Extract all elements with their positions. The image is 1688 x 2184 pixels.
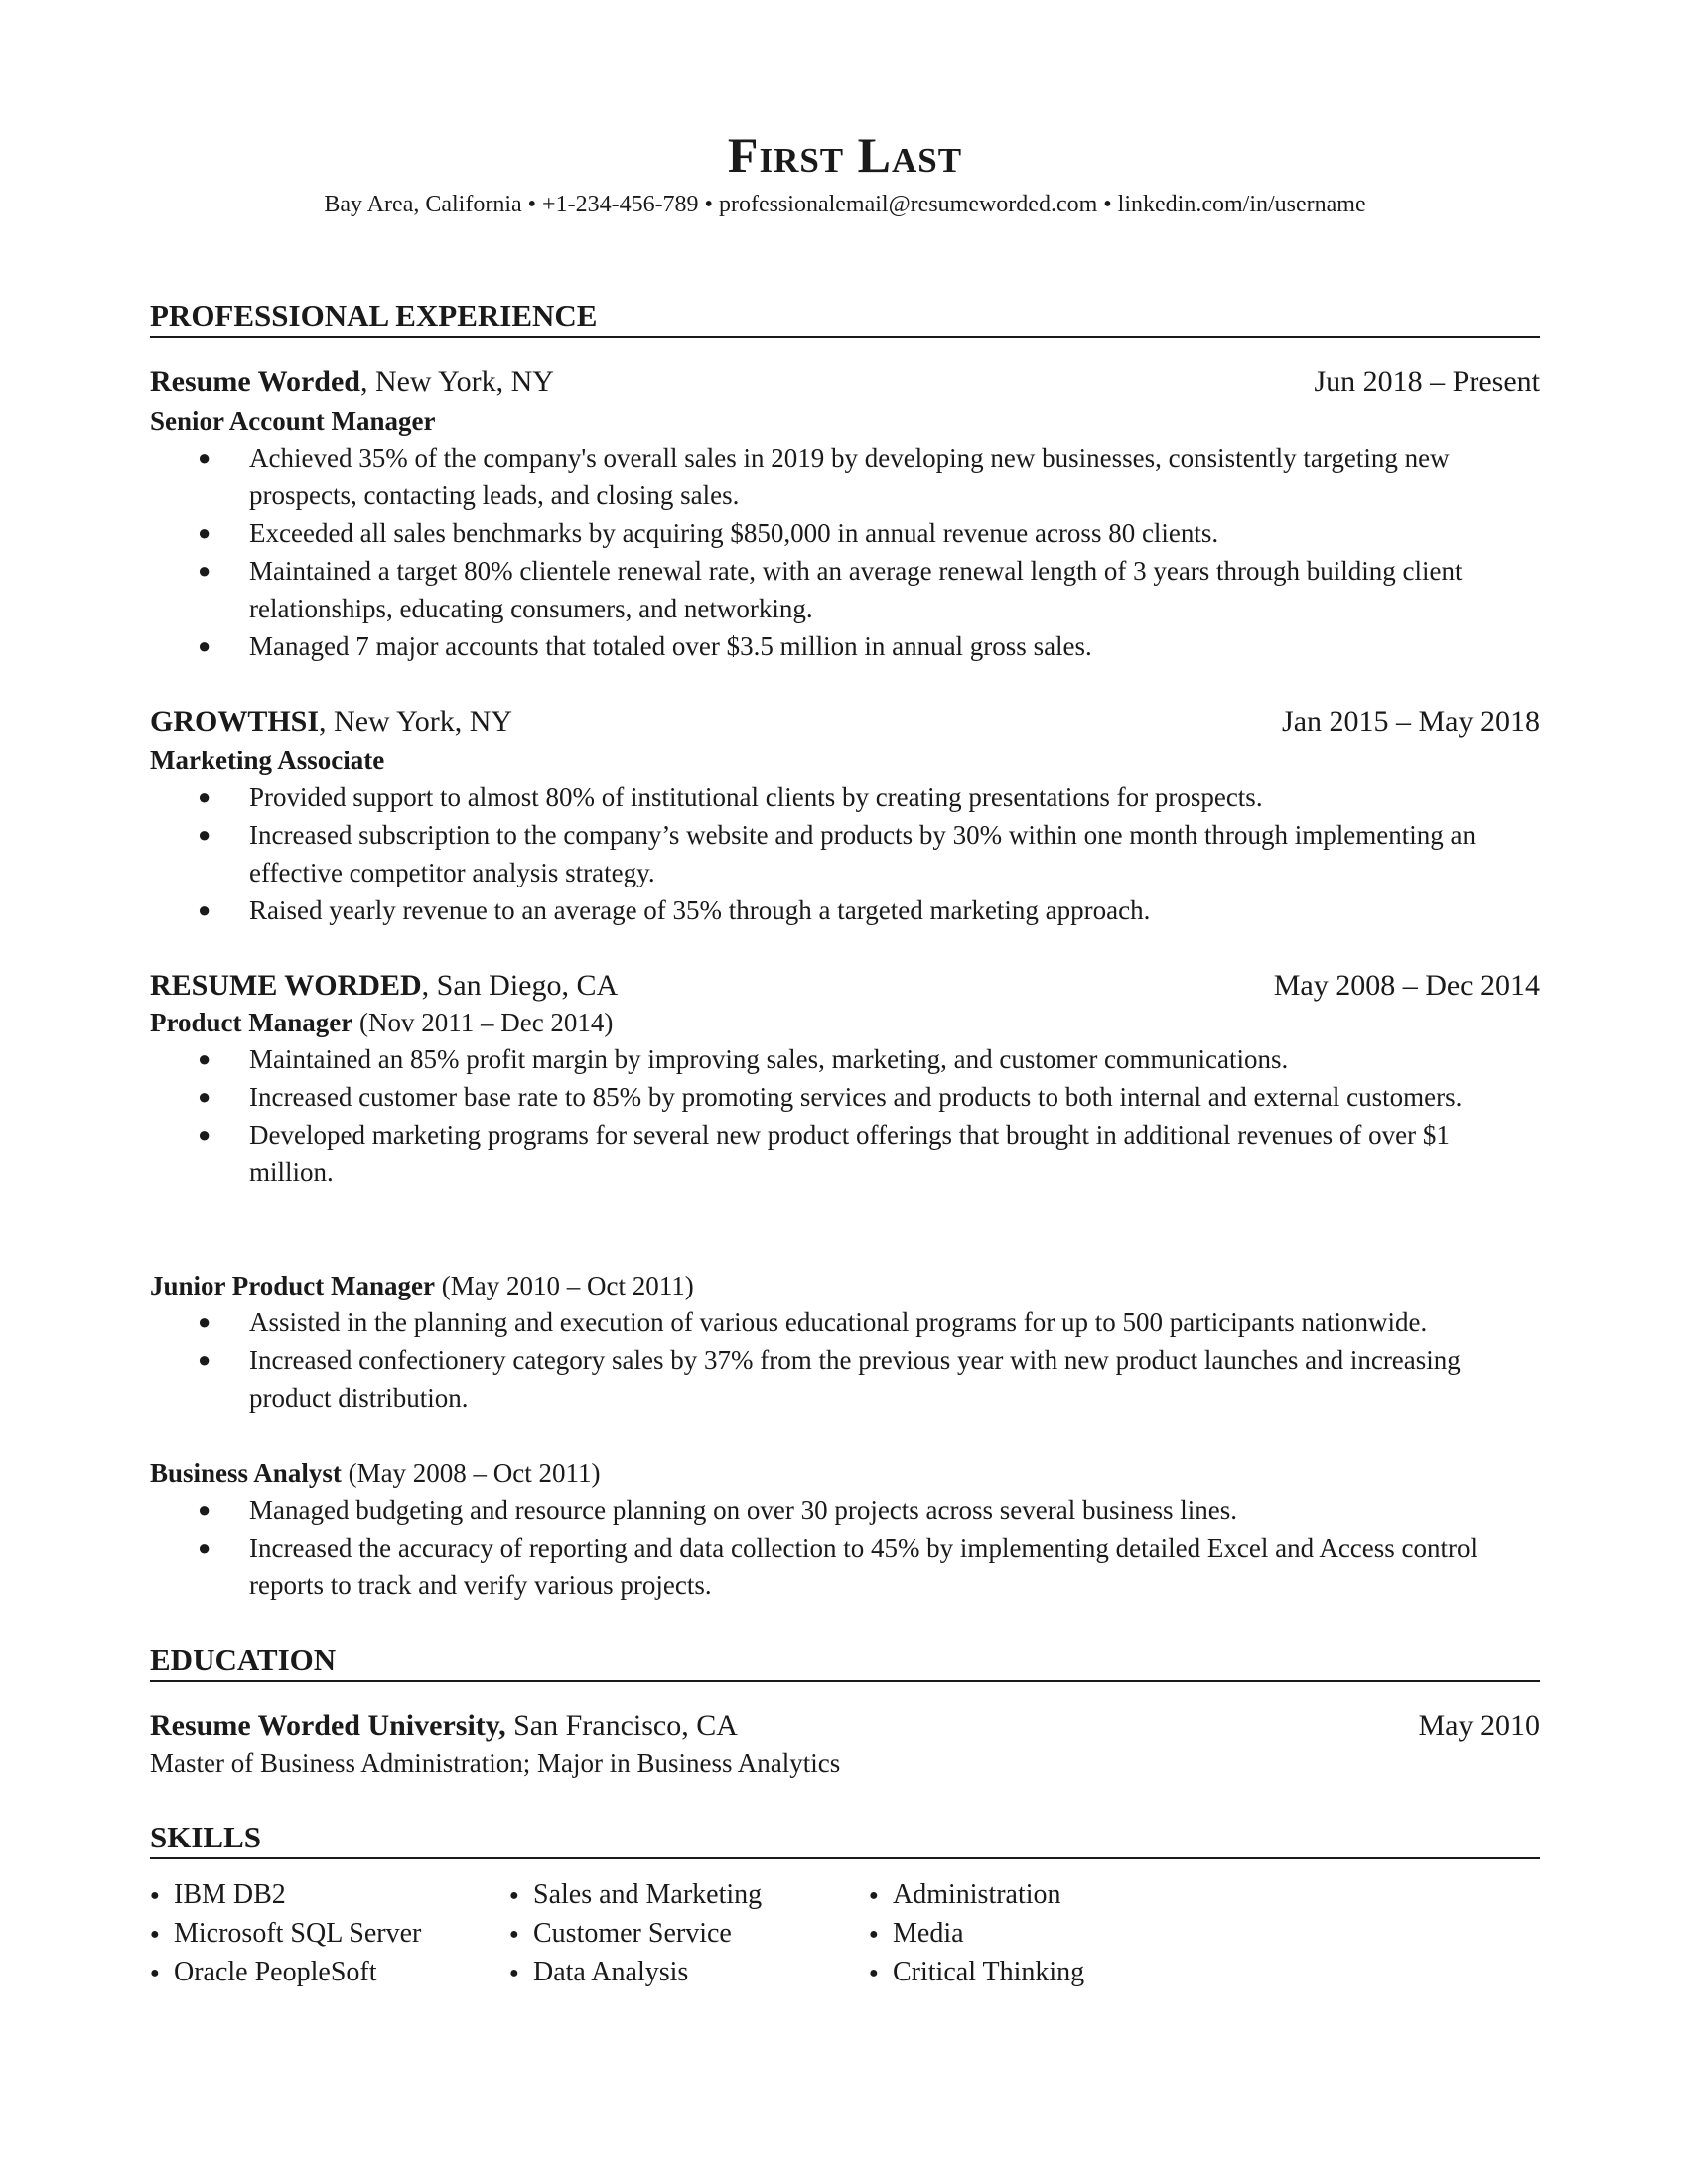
- skill-item: ● Data Analysis: [509, 1957, 689, 1987]
- job-bullets: [150, 1491, 1540, 1604]
- school-location: San Francisco, CA: [505, 1709, 738, 1742]
- job-dates: Jun 2018 – Present: [1314, 365, 1540, 398]
- bullet-item: ● Increased confectionery category sales by 37% from the previous year with new product launches and increasing product distribution.: [150, 1341, 1540, 1417]
- job-bullets: [150, 778, 1540, 929]
- bullet-item: ● Increased subscription to the company’s website and products by 30% within one month through implementing an effective competitor analysis strategy.: [150, 816, 1540, 891]
- bullet-item: ● Maintained a target 80% clientele renewal rate, with an average renewal length of 3 years through building client relationships, educating consumers, and networking.: [150, 552, 1540, 627]
- job-dates: May 2008 – Dec 2014: [1273, 969, 1540, 1002]
- skill-item: ● IBM DB2: [150, 1879, 286, 1910]
- job-title: Junior Product Manager (May 2010 – Oct 2011): [150, 1271, 694, 1300]
- bullet-item: ● Exceeded all sales benchmarks by acquiring $850,000 in annual revenue across 80 clients.: [150, 514, 1540, 552]
- job-title: Business Analyst (May 2008 – Oct 2011): [150, 1458, 601, 1488]
- skill-item: ● Customer Service: [509, 1918, 732, 1949]
- graduation-date: May 2010: [1418, 1709, 1540, 1742]
- contact-line: Bay Area, California • +1-234-456-789 • professionalemail@resumeworded.com • linkedin.com/in/username: [324, 192, 1366, 217]
- skill-item: ● Media: [869, 1918, 964, 1949]
- skill-item: ● Oracle PeopleSoft: [150, 1957, 377, 1987]
- job-location: , San Diego, CA: [421, 969, 619, 1002]
- bullet-item: ● Achieved 35% of the company's overall sales in 2019 by developing new businesses, consistently targeting new prospects, contacting leads, and closing sales.: [150, 439, 1540, 514]
- company-name: GROWTHSI: [150, 705, 320, 738]
- skill-item: ● Microsoft SQL Server: [150, 1918, 422, 1949]
- candidate-name: First Last: [727, 127, 963, 183]
- job-title: Product Manager (Nov 2011 – Dec 2014): [150, 1008, 614, 1037]
- bullet-item: ● Managed budgeting and resource planning on over 30 projects across several business lines.: [150, 1491, 1540, 1529]
- job-bullets: [150, 1040, 1540, 1191]
- skills-column: [509, 1876, 762, 1992]
- section-title-education: EDUCATION: [150, 1640, 1540, 1682]
- job-title: Senior Account Manager: [150, 406, 436, 436]
- job-title: Marketing Associate: [150, 746, 385, 775]
- bullet-item: ● Assisted in the planning and execution of various educational programs for up to 500 participants nationwide.: [150, 1303, 1540, 1341]
- section-title-experience: PROFESSIONAL EXPERIENCE: [150, 296, 1540, 338]
- bullet-item: ● Maintained an 85% profit margin by improving sales, marketing, and customer communications.: [150, 1040, 1540, 1078]
- job-location: , New York, NY: [359, 365, 554, 398]
- bullet-item: ● Provided support to almost 80% of institutional clients by creating presentations for prospects.: [150, 778, 1540, 816]
- degree: Master of Business Administration; Major in Business Analytics: [150, 1748, 841, 1778]
- bullet-item: ● Increased the accuracy of reporting and data collection to 45% by implementing detailed Excel and Access control reports to track and verify various projects.: [150, 1529, 1540, 1604]
- skill-item: ● Administration: [869, 1879, 1061, 1910]
- skills-column: [869, 1876, 1084, 1992]
- job-bullets: [150, 1303, 1540, 1417]
- section-title-skills: SKILLS: [150, 1818, 1540, 1859]
- company-name: RESUME WORDED: [150, 969, 422, 1002]
- bullet-item: ● Developed marketing programs for several new product offerings that brought in additional revenues of over $1 million.: [150, 1116, 1540, 1191]
- job-location: , New York, NY: [319, 705, 513, 738]
- school-name: Resume Worded University,: [150, 1709, 506, 1742]
- company-name: Resume Worded: [150, 365, 360, 398]
- bullet-item: ● Increased customer base rate to 85% by promoting services and products to both internal and external customers.: [150, 1078, 1540, 1116]
- skill-item: ● Critical Thinking: [869, 1957, 1085, 1987]
- bullet-item: ● Managed 7 major accounts that totaled over $3.5 million in annual gross sales.: [150, 627, 1540, 665]
- skill-item: ● Sales and Marketing: [509, 1879, 763, 1910]
- skills-column: [150, 1876, 421, 1992]
- job-dates: Jan 2015 – May 2018: [1282, 705, 1540, 738]
- job-bullets: [150, 439, 1540, 665]
- bullet-item: ● Raised yearly revenue to an average of 35% through a targeted marketing approach.: [150, 891, 1540, 929]
